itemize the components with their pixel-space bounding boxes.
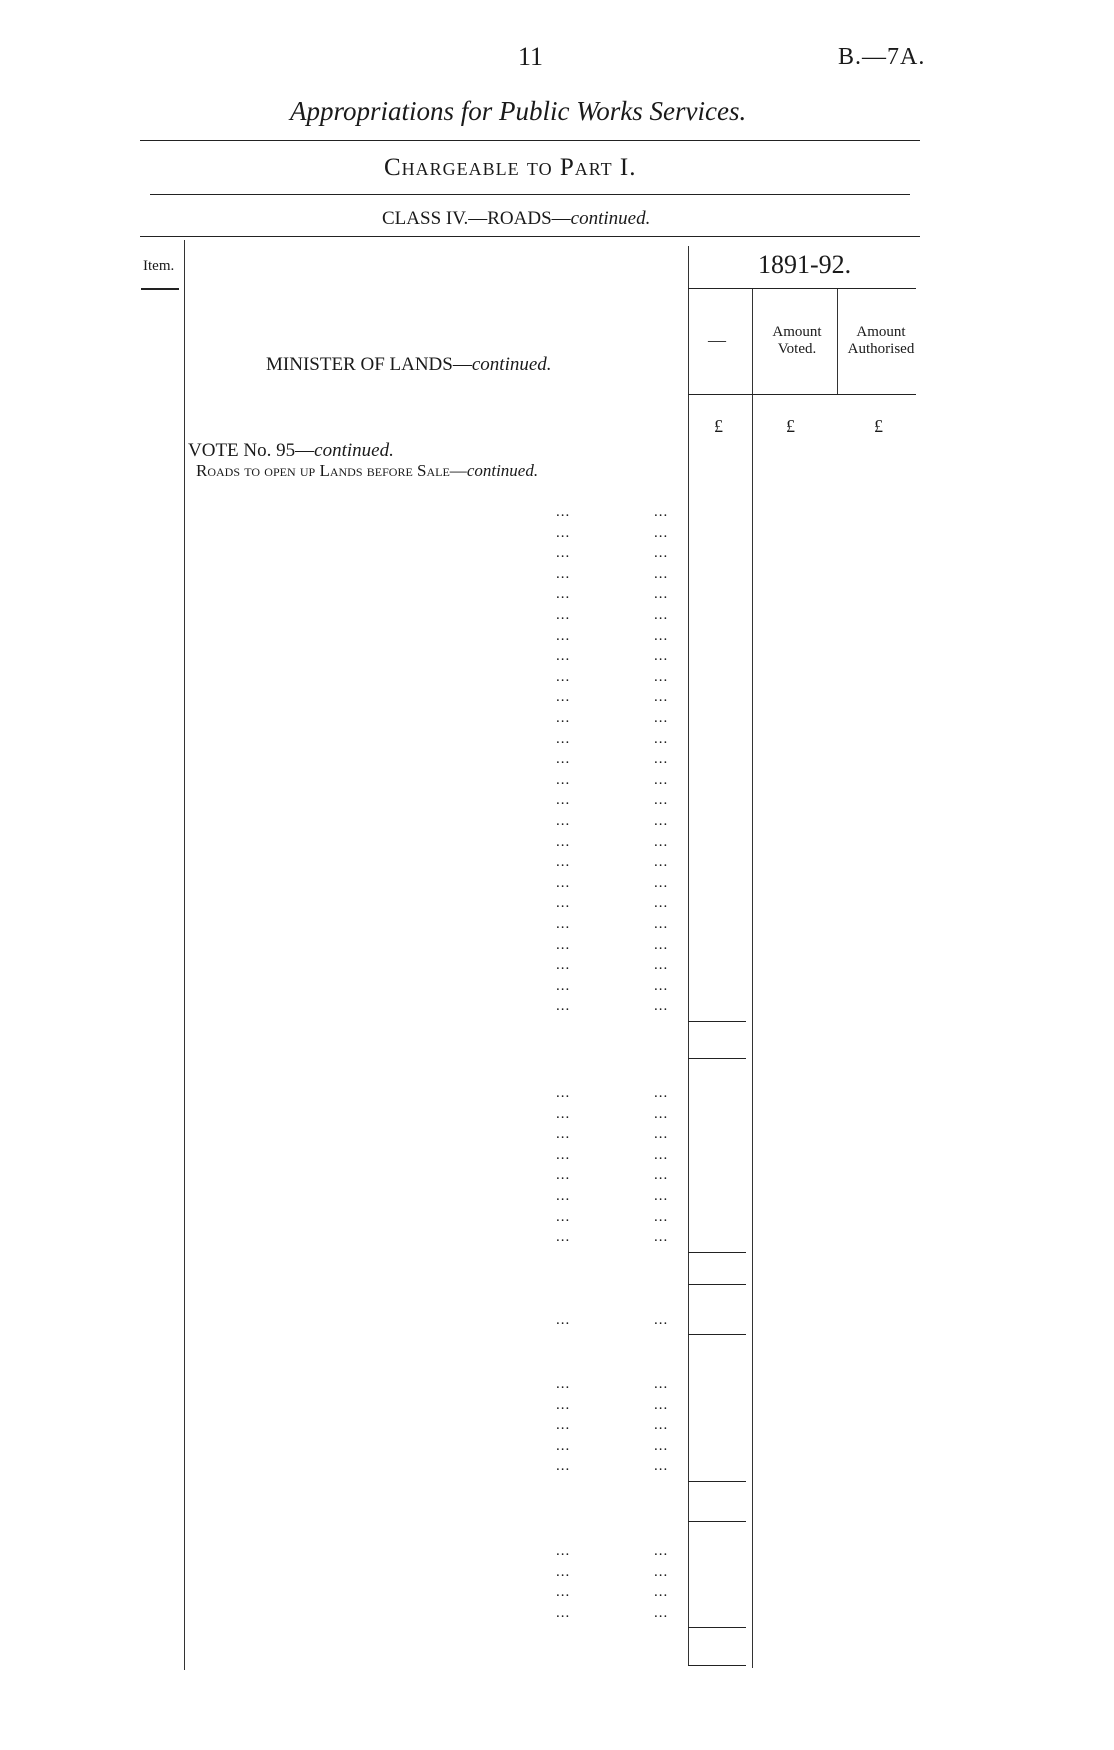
leader-dots: ...: [654, 1229, 669, 1246]
minister-continued: continued.: [471, 354, 552, 375]
leader-dots: ...: [654, 1543, 669, 1559]
leader-dots: ...: [654, 1458, 669, 1475]
vote-continued: continued.: [314, 440, 394, 461]
amount-voted-line2: Voted.: [777, 341, 817, 357]
roads-continued: continued.: [466, 461, 539, 480]
leader-dots: ...: [556, 1312, 571, 1328]
leader-dots: ...: [556, 854, 571, 871]
leader-dots: ...: [654, 771, 669, 788]
class-heading: [382, 208, 650, 230]
item-column-header: Item.: [143, 258, 175, 274]
leader-dots: ...: [556, 1604, 571, 1621]
leader-dots: ...: [556, 730, 571, 747]
amount-authorised-line2: Authorised: [847, 341, 915, 357]
leader-dots: ...: [654, 648, 669, 665]
leader-dots: ...: [556, 648, 571, 665]
leader-dots: ...: [556, 710, 571, 726]
leader-dots: ...: [556, 792, 571, 809]
page-title: Appropriations for Public Works Services.: [290, 96, 747, 126]
amount-authorised-header: [840, 324, 922, 358]
leader-dots: ...: [654, 895, 669, 912]
westland-total-rule: [688, 1521, 746, 1522]
leader-dots: ...: [654, 1146, 669, 1163]
leader-dots: ...: [654, 504, 669, 520]
leader-dots: ...: [654, 1376, 669, 1392]
leader-dots: ...: [556, 668, 571, 685]
leader-dots: ...: [556, 689, 571, 706]
authorised-column-divider: [837, 288, 838, 394]
dash-column-header: —: [708, 330, 726, 350]
leader-dots: ...: [556, 916, 571, 932]
leader-dots: ...: [654, 1105, 669, 1122]
leader-dots: ...: [556, 1105, 571, 1122]
leader-dots: ...: [654, 1396, 669, 1413]
leader-dots: ...: [654, 1563, 669, 1580]
amount-column-divider: [688, 246, 689, 1666]
leader-dots: ...: [556, 545, 571, 562]
page-number: 11: [518, 42, 544, 71]
leader-dots: ...: [556, 977, 571, 994]
currency-symbol-col1: £: [714, 416, 723, 436]
leader-dots: ...: [654, 1604, 669, 1621]
leader-dots: ...: [556, 833, 571, 850]
currency-symbol-col3: £: [874, 416, 883, 436]
leader-dots: ...: [556, 1126, 571, 1143]
leader-dots: ...: [556, 1085, 571, 1101]
leader-dots: ...: [654, 751, 669, 768]
leader-dots: ...: [556, 504, 571, 520]
leader-dots: ...: [556, 1563, 571, 1580]
column-header-rule: [688, 394, 916, 395]
leader-dots: ...: [654, 1208, 669, 1225]
marlborough-total-rule: [688, 1334, 746, 1335]
leader-dots: ...: [654, 565, 669, 582]
leader-dots: ...: [556, 751, 571, 768]
leader-dots: ...: [654, 1126, 669, 1143]
leader-dots: ...: [556, 586, 571, 603]
leader-dots: ...: [654, 1167, 669, 1184]
leader-dots: ...: [654, 627, 669, 644]
leader-dots: ...: [654, 586, 669, 603]
canterbury-subtotal-rule: [688, 1627, 746, 1628]
leader-dots: ...: [654, 977, 669, 994]
currency-symbol-col2: £: [786, 416, 795, 436]
leader-dots: ...: [654, 854, 669, 871]
amount-voted-header: [758, 324, 836, 358]
leader-dots: ...: [556, 1188, 571, 1204]
leader-dots: ...: [556, 998, 571, 1015]
minister-heading: [266, 354, 552, 376]
leader-dots: ...: [654, 916, 669, 932]
leader-dots: ...: [654, 936, 669, 953]
leader-dots: ...: [654, 998, 669, 1015]
leader-dots: ...: [654, 668, 669, 685]
leader-dots: ...: [654, 1312, 669, 1328]
leader-dots: ...: [654, 1417, 669, 1434]
leader-dots: ...: [556, 1584, 571, 1601]
leader-dots: ...: [654, 607, 669, 623]
voted-column-divider: [752, 288, 753, 1668]
leader-dots: ...: [654, 689, 669, 706]
leader-dots: ...: [556, 627, 571, 644]
leader-dots: ...: [556, 874, 571, 891]
leader-dots: ...: [654, 957, 669, 974]
amount-authorised-line1: Amount: [856, 324, 906, 340]
leader-dots: ...: [556, 1208, 571, 1225]
leader-dots: ...: [654, 1085, 669, 1101]
canterbury-total-rule: [688, 1665, 746, 1666]
leader-dots: ...: [556, 524, 571, 541]
class-label: CLASS IV.—ROADS—: [382, 208, 571, 229]
year-rule: [688, 288, 916, 289]
leader-dots: ...: [654, 813, 669, 829]
leader-dots: ...: [556, 607, 571, 623]
title-rule: [140, 140, 920, 141]
vote-label: VOTE No. 95—: [188, 440, 315, 461]
leader-dots: ...: [654, 1584, 669, 1601]
leader-dots: ...: [556, 1543, 571, 1559]
chargeable-rule: [150, 194, 910, 195]
amount-voted-line1: Amount: [772, 324, 822, 340]
leader-dots: ...: [556, 771, 571, 788]
leader-dots: ...: [654, 1437, 669, 1454]
leader-dots: ...: [654, 1188, 669, 1204]
chargeable-heading: Chargeable to Part I.: [384, 154, 637, 181]
leader-dots: ...: [556, 813, 571, 829]
leader-dots: ...: [556, 1146, 571, 1163]
leader-dots: ...: [654, 730, 669, 747]
leader-dots: ...: [654, 874, 669, 891]
leader-dots: ...: [556, 936, 571, 953]
roads-heading: [196, 461, 538, 481]
leader-dots: ...: [654, 710, 669, 726]
document-reference: B.—7A.: [838, 44, 926, 70]
roads-label: Roads to open up Lands before Sale—: [196, 461, 467, 480]
table-top-rule: [140, 236, 920, 237]
leader-dots: ...: [556, 1437, 571, 1454]
wellington-total-rule: [688, 1058, 746, 1059]
minister-label: MINISTER OF LANDS—: [266, 354, 472, 375]
leader-dots: ...: [556, 957, 571, 974]
item-column-divider: [184, 240, 185, 1670]
leader-dots: ...: [556, 895, 571, 912]
leader-dots: ...: [556, 1167, 571, 1184]
leader-dots: ...: [556, 1458, 571, 1475]
leader-dots: ...: [556, 1396, 571, 1413]
class-continued: continued.: [570, 208, 651, 229]
westland-subtotal-rule: [688, 1481, 746, 1482]
leader-dots: ...: [556, 565, 571, 582]
leader-dots: ...: [556, 1229, 571, 1246]
item-header-rule: [141, 288, 179, 290]
leader-dots: ...: [654, 524, 669, 541]
nelson-total-rule: [688, 1284, 746, 1285]
leader-dots: ...: [654, 545, 669, 562]
leader-dots: ...: [654, 833, 669, 850]
leader-dots: ...: [556, 1376, 571, 1392]
year-header: 1891-92.: [758, 250, 852, 279]
nelson-subtotal-rule: [688, 1252, 746, 1253]
leader-dots: ...: [556, 1417, 571, 1434]
vote-heading: [188, 440, 394, 462]
leader-dots: ...: [654, 792, 669, 809]
wellington-subtotal-rule: [688, 1021, 746, 1022]
